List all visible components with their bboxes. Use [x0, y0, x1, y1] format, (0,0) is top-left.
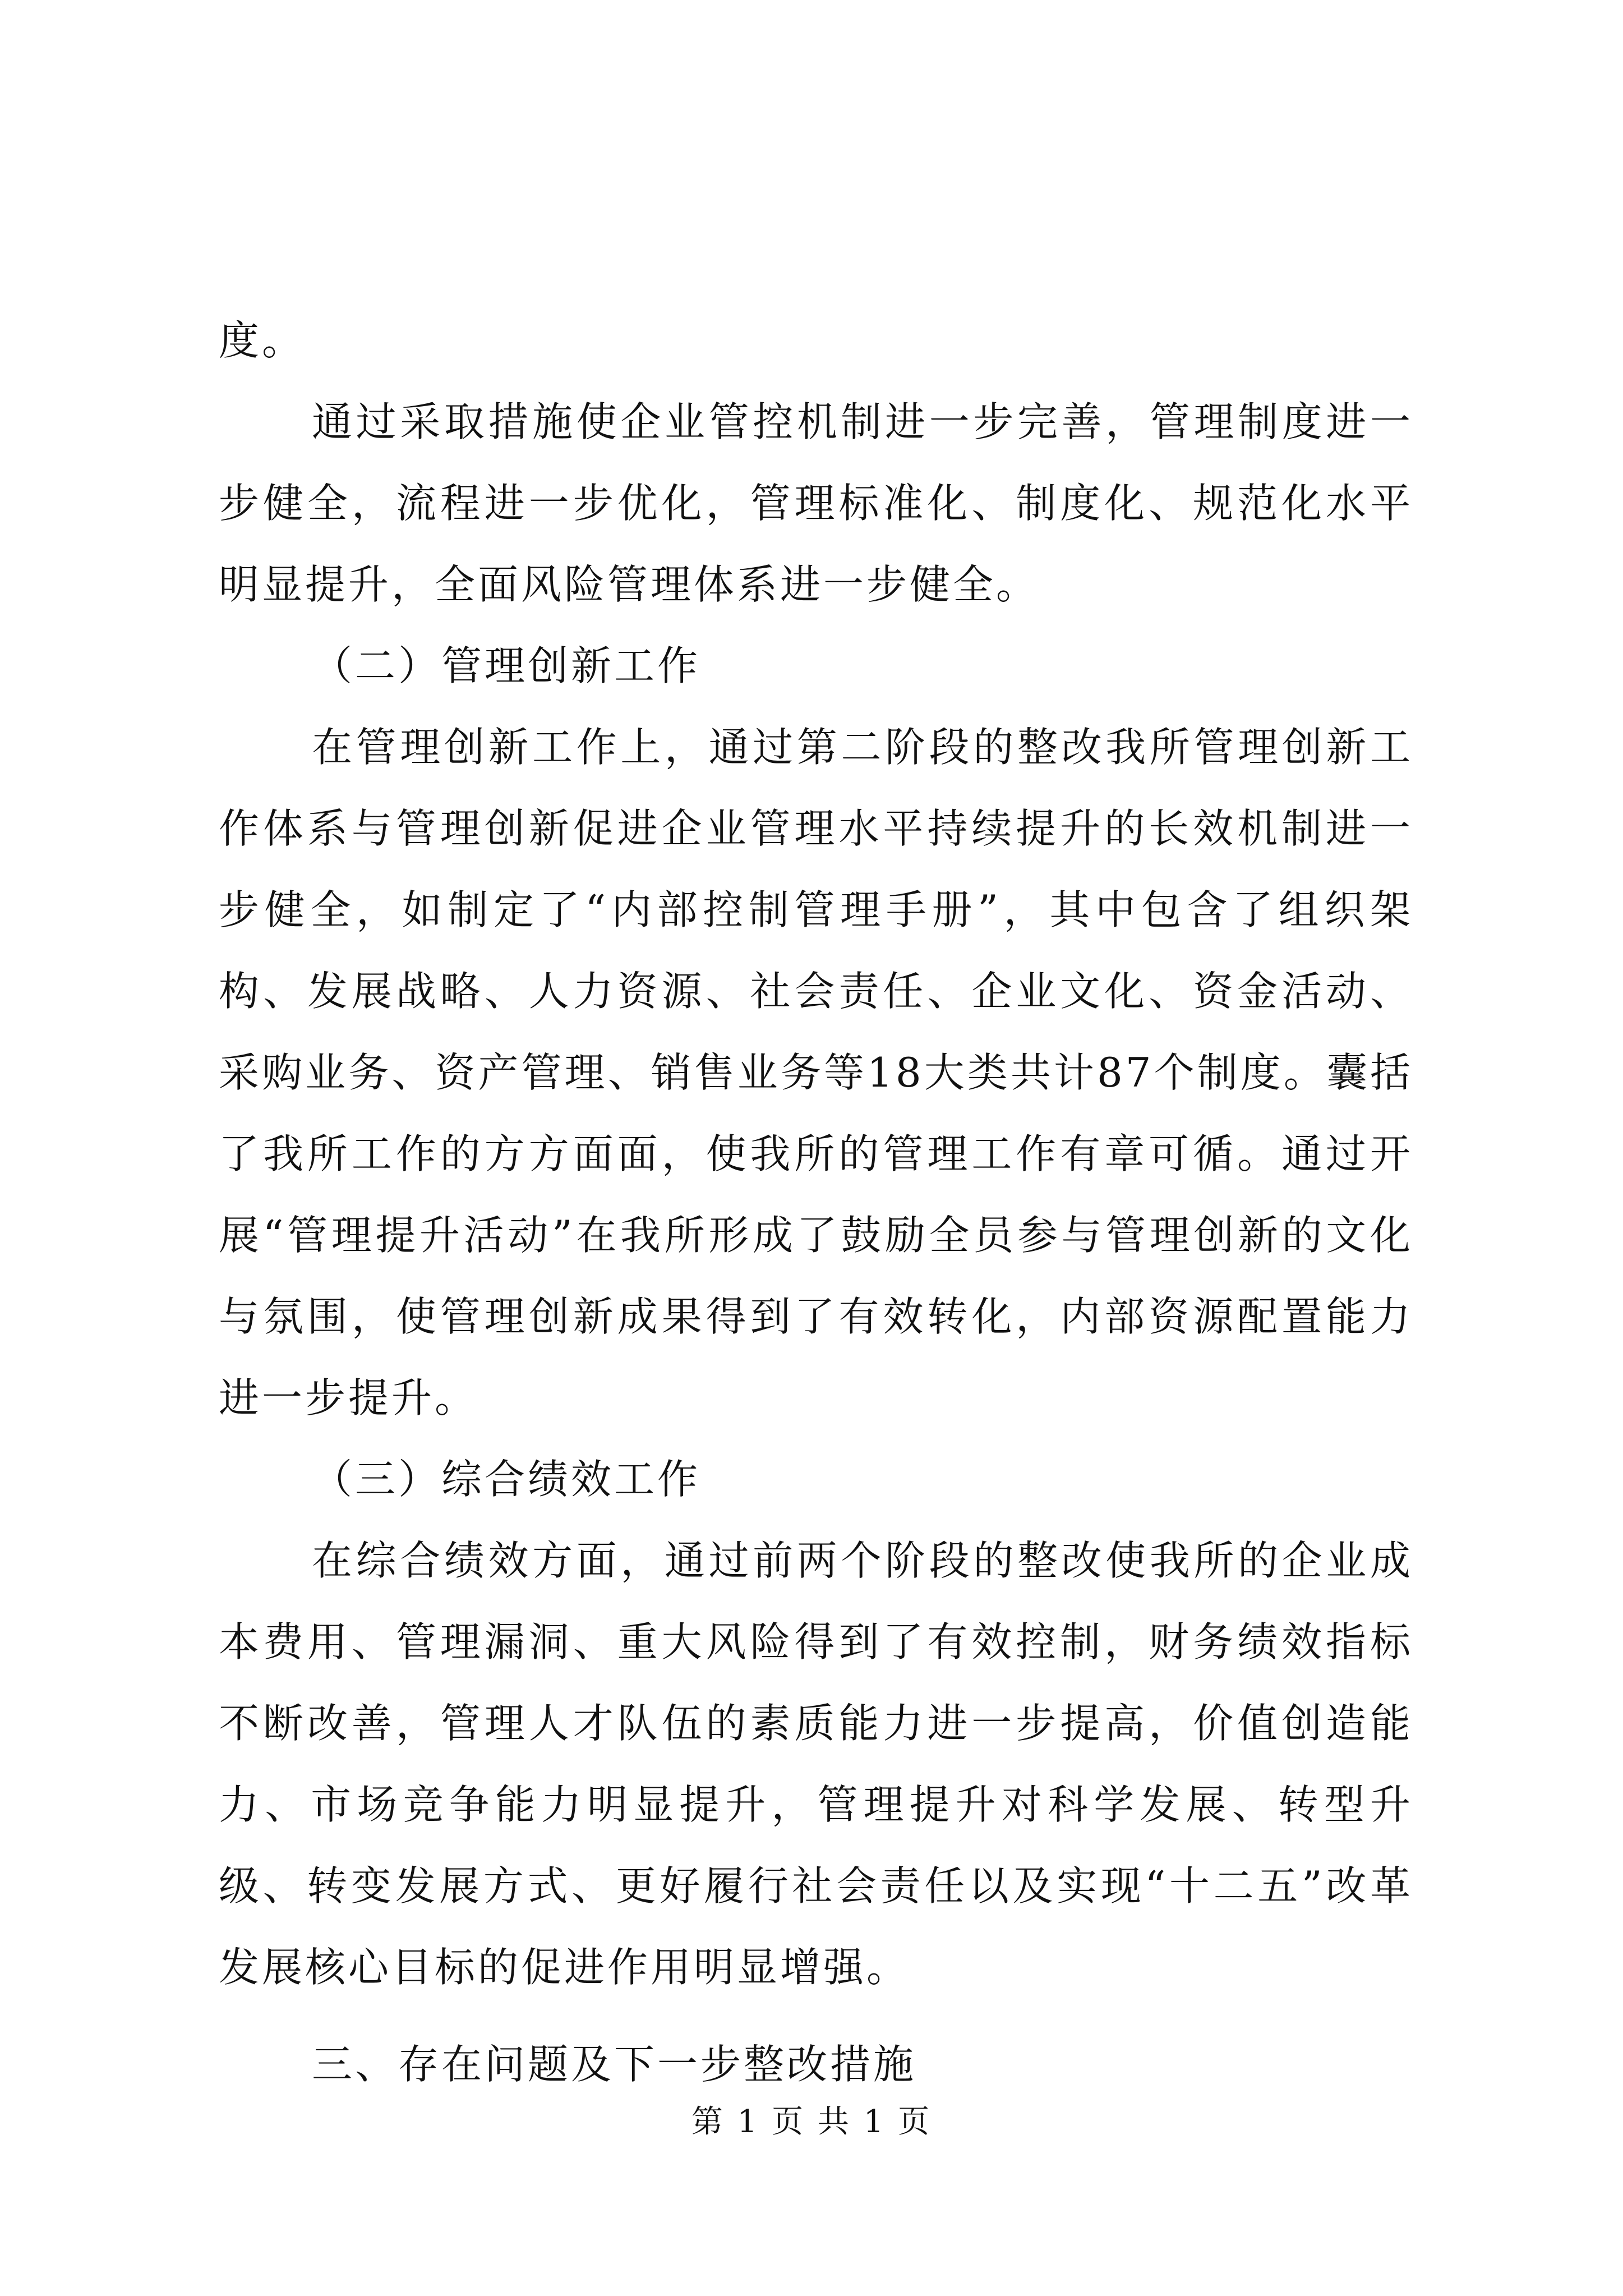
paragraph-control-mechanism: 通过采取措施使企业管控机制进一步完善，管理制度进一步健全，流程进一步优化，管理标准化、制度化、规范化水平明显提升，全面风险管理体系进一步健全。	[219, 398, 1413, 608]
paragraph-management-innovation: 在管理创新工作上，通过第二阶段的整改我所管理创新工作体系与管理创新促进企业管理水平持续提升的长效机制进一步健全，如制定了“内部控制管理手册”，其中包含了组织架构、发展战略、人力资源、社会责任、企业文化、资金活动、采购业务、资产管理、销售业务等18大类共计87个制度。囊括了我所工作的方方面面，使我所的管理工作有章可循。通过开展“管理提升活动”在我所形成了鼓励全员参与管理创新的文化与氛围，使管理创新成果得到了有效转化，内部资源配置能力进一步提升。	[219, 724, 1413, 1421]
heading-management-innovation: （二）管理创新工作	[312, 642, 701, 689]
page-footer: 第 1 页 共 1 页	[691, 2104, 932, 2140]
document-body	[219, 300, 1413, 2105]
section-heading-problems-and-measures: 三、存在问题及下一步整改措施	[312, 2041, 917, 2088]
paragraph-continuation: 度。	[219, 317, 306, 364]
heading-comprehensive-performance: （三）综合绩效工作	[312, 1456, 701, 1503]
paragraph-comprehensive-performance: 在综合绩效方面，通过前两个阶段的整改使我所的企业成本费用、管理漏洞、重大风险得到了有效控制，财务绩效指标不断改善，管理人才队伍的素质能力进一步提高，价值创造能力、市场竞争能力明显提升，管理提升对科学发展、转型升级、转变发展方式、更好履行社会责任以及实现“十二五”改革发展核心目标的促进作用明显增强。	[219, 1537, 1413, 1991]
